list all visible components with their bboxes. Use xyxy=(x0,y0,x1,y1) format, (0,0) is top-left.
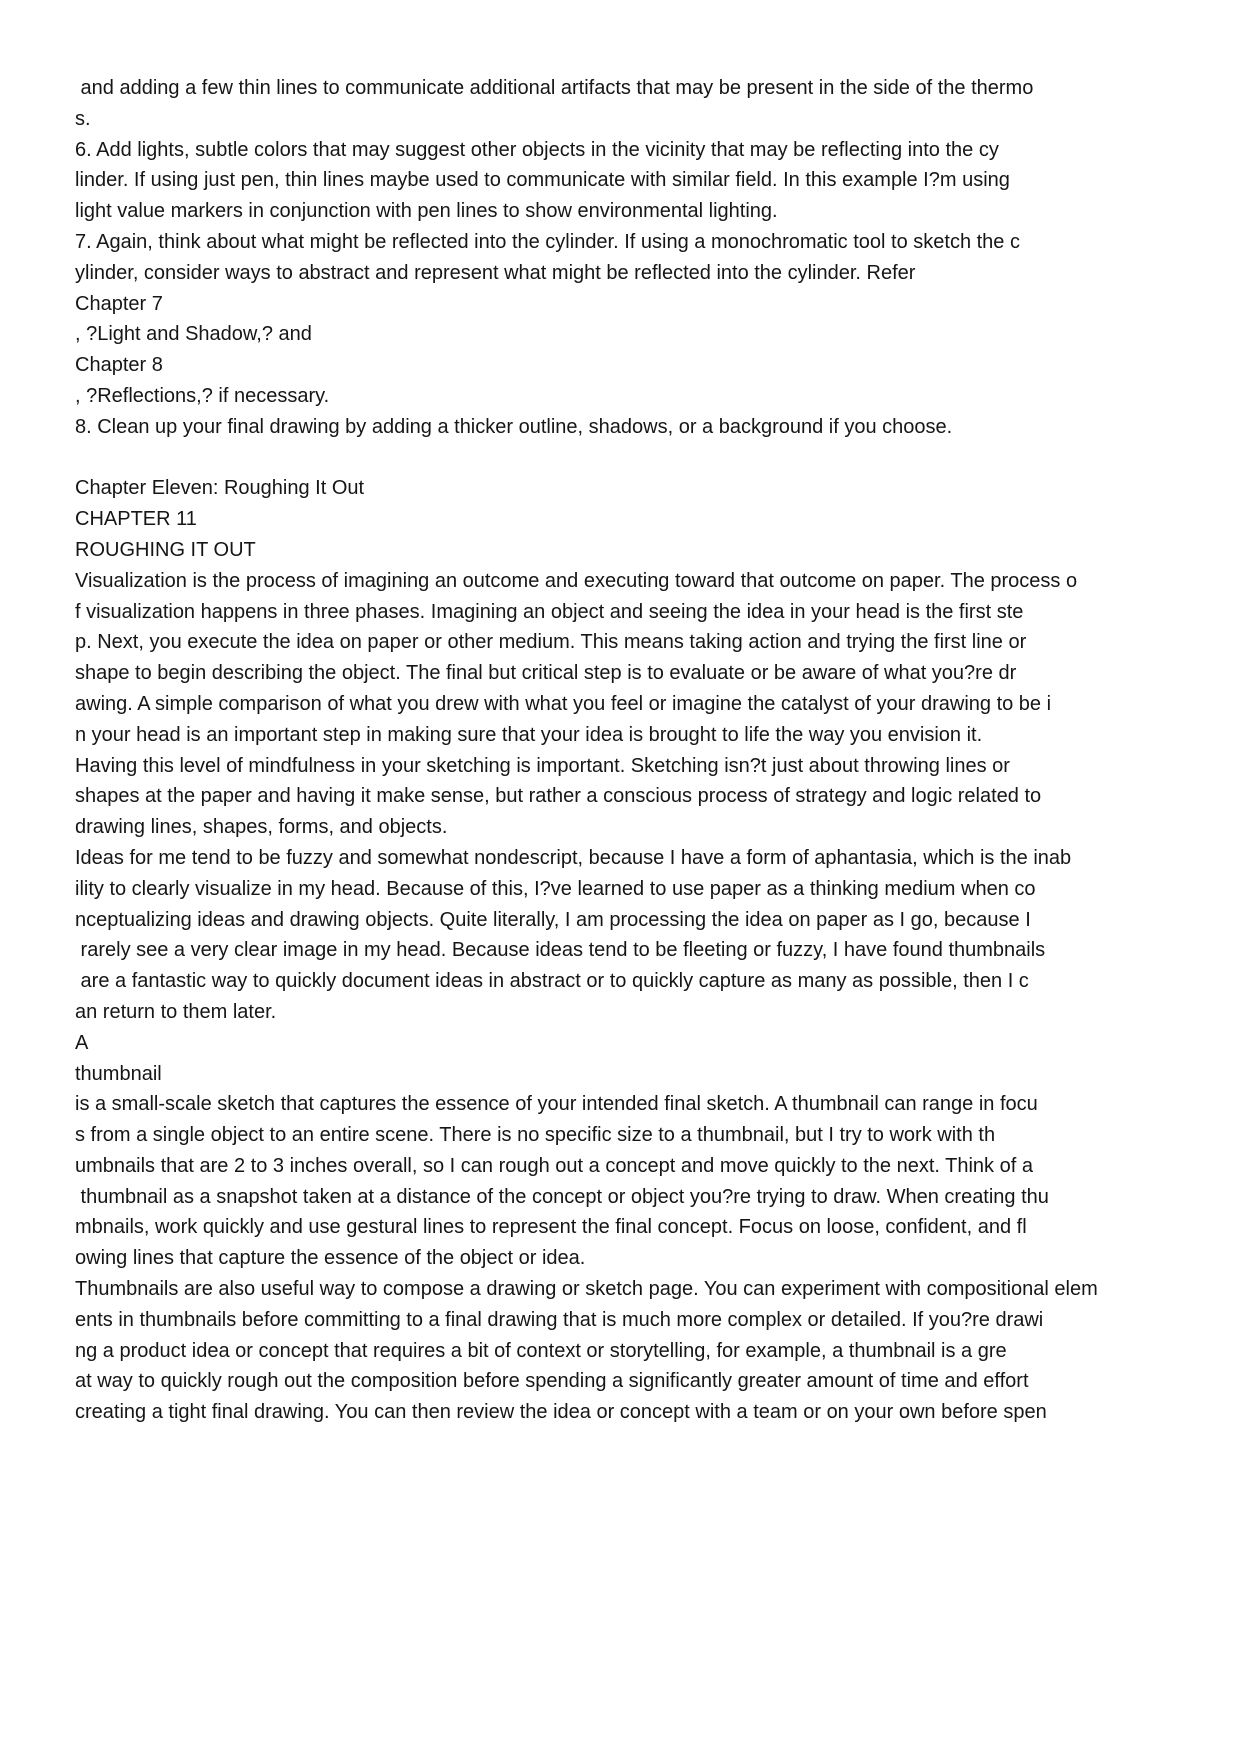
text-line: 6. Add lights, subtle colors that may suggest other objects in the vicinity that may be reflecting into the cy xyxy=(75,138,999,161)
chapter-reference: Chapter 8 xyxy=(75,354,163,377)
blank-line xyxy=(75,443,1195,474)
text-line: shapes at the paper and having it make sense, but rather a conscious process of strategy and logic related to xyxy=(75,785,1042,808)
text-line: Visualization is the process of imagining an outcome and executing toward that outcome on paper. The process o xyxy=(75,569,1078,592)
chapter-title: Chapter Eleven: Roughing It Out xyxy=(75,477,365,500)
document-page xyxy=(75,73,1195,1428)
text-line: f visualization happens in three phases. Imagining an object and seeing the idea in your head is the first ste xyxy=(75,600,1024,623)
text-line: Ideas for me tend to be fuzzy and somewhat nondescript, because I have a form of aphantasia, which is the inab xyxy=(75,846,1072,869)
text-line: light value markers in conjunction with pen lines to show environmental lighting. xyxy=(75,200,778,223)
text-line: p. Next, you execute the idea on paper or other medium. This means taking action and trying the first line or xyxy=(75,631,1027,654)
text-line: rarely see a very clear image in my head. Because ideas tend to be fleeting or fuzzy, I have found thumbnails xyxy=(75,939,1046,962)
text-line: umbnails that are 2 to 3 inches overall, so I can rough out a concept and move quickly to the next. Think of a xyxy=(75,1154,1033,1177)
text-line: s from a single object to an entire scene. There is no specific size to a thumbnail, but I try to work with th xyxy=(75,1124,996,1147)
text-line: , ?Light and Shadow,? and xyxy=(75,323,312,346)
text-line: linder. If using just pen, thin lines maybe used to communicate with similar field. In this example I?m using xyxy=(75,169,1010,192)
text-line: , ?Reflections,? if necessary. xyxy=(75,384,330,407)
text-line: 8. Clean up your final drawing by adding a thicker outline, shadows, or a background if you choose. xyxy=(75,415,953,438)
text-line: Thumbnails are also useful way to compose a drawing or sketch page. You can experiment with compositional elem xyxy=(75,1278,1098,1301)
text-line: and adding a few thin lines to communicate additional artifacts that may be present in the side of the thermo xyxy=(75,77,1034,99)
text-line: ility to clearly visualize in my head. Because of this, I?ve learned to use paper as a thinking medium when co xyxy=(75,877,1036,900)
chapter-heading: ROUGHING IT OUT xyxy=(75,538,256,561)
text-line: is a small-scale sketch that captures the essence of your intended final sketch. A thumbnail can range in focu xyxy=(75,1093,1038,1116)
text-line: nceptualizing ideas and drawing objects. Quite literally, I am processing the idea on paper as I go, because I xyxy=(75,908,1031,931)
text-line: Having this level of mindfulness in your sketching is important. Sketching isn?t just about throwing lines or xyxy=(75,754,1010,777)
text-line: an return to them later. xyxy=(75,1000,277,1023)
term-thumbnail: thumbnail xyxy=(75,1062,162,1085)
text-line: awing. A simple comparison of what you drew with what you feel or imagine the catalyst of your drawing to be i xyxy=(75,692,1052,715)
text-line: ents in thumbnails before committing to a final drawing that is much more complex or detailed. If you?re drawi xyxy=(75,1308,1044,1331)
text-line: A xyxy=(75,1031,89,1054)
text-line: ylinder, consider ways to abstract and represent what might be reflected into the cylinder. Refer xyxy=(75,261,916,284)
chapter-reference: Chapter 7 xyxy=(75,292,163,315)
text-line: thumbnail as a snapshot taken at a distance of the concept or object you?re trying to draw. When creating thu xyxy=(75,1185,1049,1208)
text-line: ng a product idea or concept that requires a bit of context or storytelling, for example, a thumbnail is a gre xyxy=(75,1339,1007,1362)
text-line: at way to quickly rough out the composition before spending a significantly greater amount of time and effort xyxy=(75,1370,1029,1393)
text-line: drawing lines, shapes, forms, and objects. xyxy=(75,816,448,839)
text-line: s. xyxy=(75,107,91,130)
text-line: are a fantastic way to quickly document ideas in abstract or to quickly capture as many as possible, then I c xyxy=(75,970,1029,993)
text-line: mbnails, work quickly and use gestural lines to represent the final concept. Focus on loose, confident, and fl xyxy=(75,1216,1027,1239)
text-line: shape to begin describing the object. The final but critical step is to evaluate or be aware of what you?re dr xyxy=(75,662,1017,685)
text-line: 7. Again, think about what might be reflected into the cylinder. If using a monochromatic tool to sketch the c xyxy=(75,230,1020,253)
text-line: owing lines that capture the essence of the object or idea. xyxy=(75,1247,586,1270)
chapter-number: CHAPTER 11 xyxy=(75,508,197,531)
text-line: creating a tight final drawing. You can then review the idea or concept with a team or on your own before spen xyxy=(75,1401,1047,1424)
text-line: n your head is an important step in making sure that your idea is brought to life the way you envision it. xyxy=(75,723,983,746)
